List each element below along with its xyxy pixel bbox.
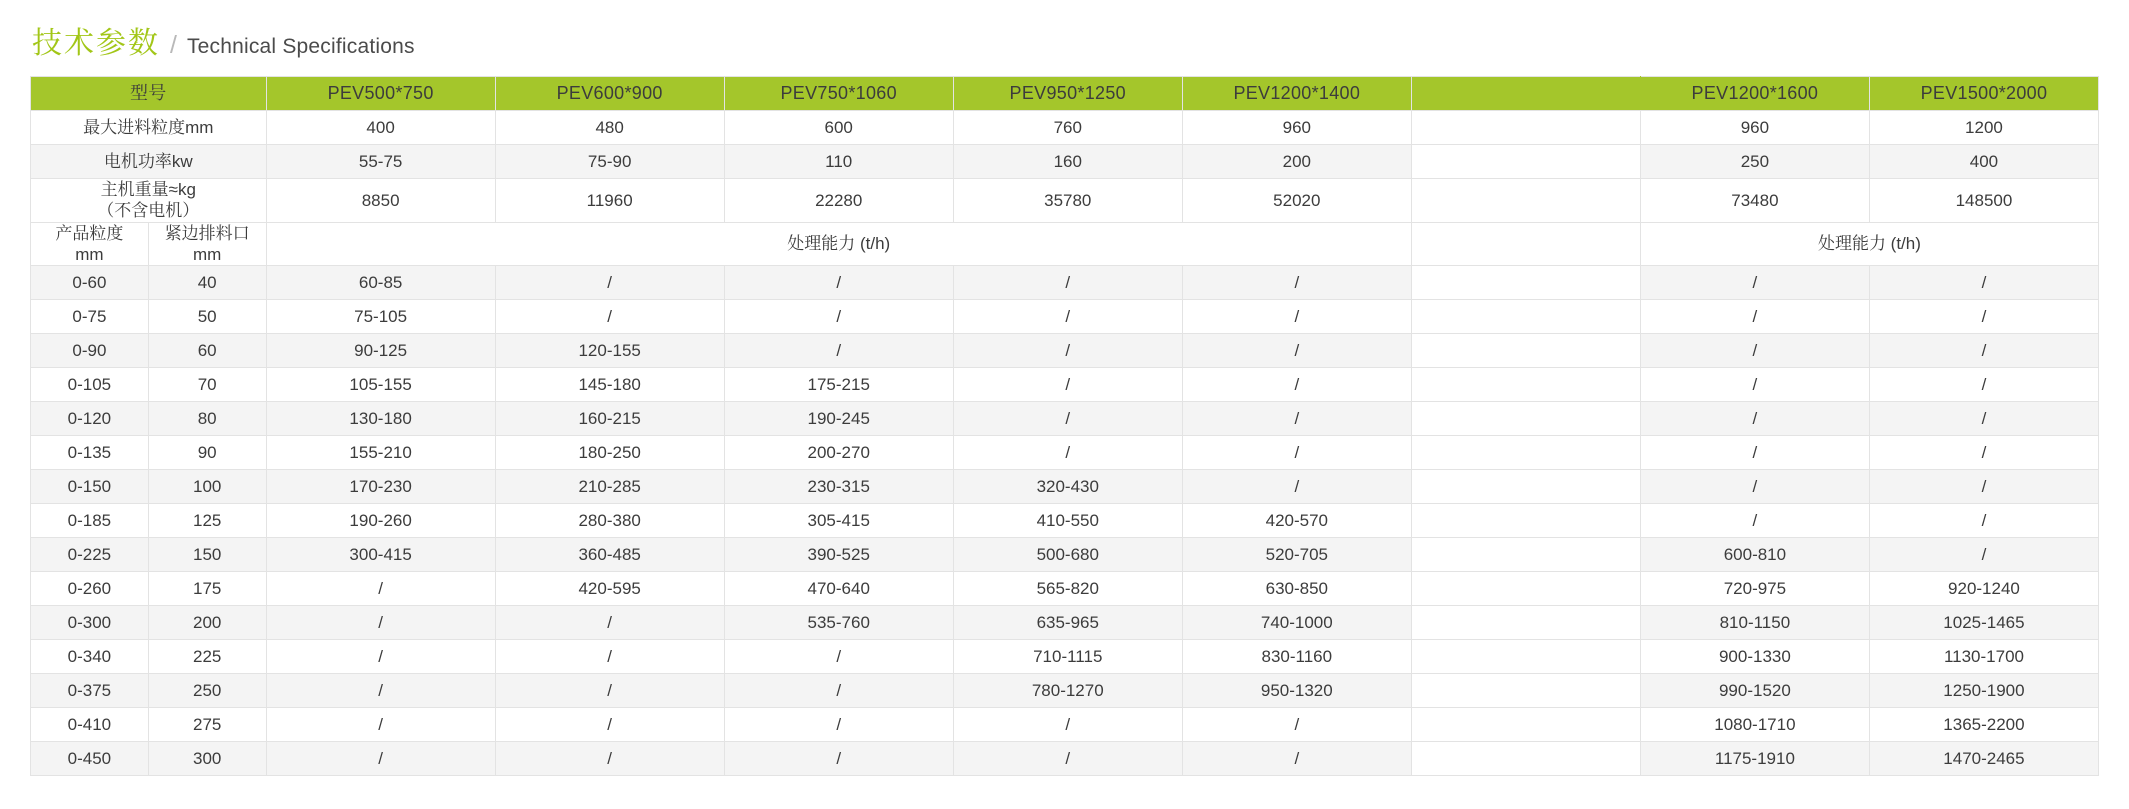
cell-spacer [1411,300,1640,334]
technical-specifications-table [30,76,2099,776]
cell-value: 90-125 [266,334,495,368]
cell-value: 190-245 [724,402,953,436]
cell-product-size: 0-75 [31,300,149,334]
cell-value: / [266,640,495,674]
cell-value: / [1640,266,1869,300]
cell-value: 830-1160 [1182,640,1411,674]
cell-product-size: 0-60 [31,266,149,300]
cell-spacer [1411,222,1640,266]
cell-value: 1200 [1869,111,2098,145]
table-row [31,368,2099,402]
page-title-en: Technical Specifications [186,35,415,58]
cell-value: 105-155 [266,368,495,402]
cell-value: / [953,402,1182,436]
table-row [31,504,2099,538]
cell-product-size: 0-450 [31,742,149,776]
cell-value: 8850 [266,179,495,223]
cell-value: 110 [724,145,953,179]
cell-spacer [1411,470,1640,504]
cell-spacer [1411,368,1640,402]
table-row-capacity-header [31,222,2099,266]
cell-value: 73480 [1640,179,1869,223]
cell-discharge-setting: 250 [148,674,266,708]
cell-value: 300-415 [266,538,495,572]
cell-value: / [1869,402,2098,436]
cell-spacer [1411,266,1640,300]
page-title [30,0,2099,76]
cell-value: 960 [1640,111,1869,145]
cell-value: / [1640,504,1869,538]
column-header-capacity-right: 处理能力 (t/h) [1640,222,2098,266]
cell-value: 600 [724,111,953,145]
cell-value: 11960 [495,179,724,223]
cell-value: 470-640 [724,572,953,606]
cell-value: / [724,708,953,742]
cell-value: 535-760 [724,606,953,640]
cell-discharge-setting: 90 [148,436,266,470]
cell-value: 210-285 [495,470,724,504]
cell-value: / [1869,334,2098,368]
cell-value: 520-705 [1182,538,1411,572]
cell-value: 1175-1910 [1640,742,1869,776]
cell-discharge-setting: 300 [148,742,266,776]
table-row [31,402,2099,436]
column-header-model: 型号 [31,77,267,111]
cell-value: 1250-1900 [1869,674,2098,708]
cell-value: 145-180 [495,368,724,402]
cell-value: / [953,742,1182,776]
row-label-max-feed-size: 最大进料粒度mm [31,111,267,145]
cell-value: 1025-1465 [1869,606,2098,640]
cell-discharge-setting: 60 [148,334,266,368]
cell-value: 400 [266,111,495,145]
cell-product-size: 0-120 [31,402,149,436]
cell-discharge-setting: 275 [148,708,266,742]
cell-discharge-setting: 200 [148,606,266,640]
cell-spacer [1411,402,1640,436]
cell-discharge-setting: 150 [148,538,266,572]
column-header-pev1200-1600: PEV1200*1600 [1640,77,1869,111]
cell-value: / [1182,436,1411,470]
cell-value: / [1640,402,1869,436]
cell-spacer [1411,538,1640,572]
product-size-line2: mm [75,244,104,264]
cell-value: 160 [953,145,1182,179]
cell-value: / [953,708,1182,742]
cell-value: / [724,334,953,368]
cell-value: 55-75 [266,145,495,179]
cell-spacer [1411,179,1640,223]
cell-value: 180-250 [495,436,724,470]
table-row [31,708,2099,742]
cell-value: 565-820 [953,572,1182,606]
cell-value: 990-1520 [1640,674,1869,708]
cell-value: 780-1270 [953,674,1182,708]
cell-value: 720-975 [1640,572,1869,606]
cell-value: 75-90 [495,145,724,179]
cell-value: / [724,640,953,674]
page-title-cn: 技术参数 [32,27,160,60]
cell-value: / [953,436,1182,470]
cell-value: / [1182,266,1411,300]
cell-discharge-setting: 175 [148,572,266,606]
cell-product-size: 0-300 [31,606,149,640]
cell-value: 600-810 [1640,538,1869,572]
cell-value: 320-430 [953,470,1182,504]
discharge-setting-line2: mm [193,244,222,264]
table-row-motor-power [31,145,2099,179]
cell-product-size: 0-105 [31,368,149,402]
cell-value: 190-260 [266,504,495,538]
cell-value: 900-1330 [1640,640,1869,674]
cell-spacer [1411,111,1640,145]
table-row-machine-weight [31,179,2099,223]
cell-value: / [266,606,495,640]
cell-value: / [1640,436,1869,470]
cell-value: / [266,572,495,606]
row-label-motor-power: 电机功率kw [31,145,267,179]
cell-value: 920-1240 [1869,572,2098,606]
table-row-max-feed-size [31,111,2099,145]
cell-discharge-setting: 50 [148,300,266,334]
cell-value: / [1182,470,1411,504]
table-row [31,606,2099,640]
cell-value: / [1182,368,1411,402]
cell-value: / [1640,368,1869,402]
cell-spacer [1411,606,1640,640]
row-label-machine-weight-line2: （不含电机） [97,201,200,221]
table-row [31,300,2099,334]
cell-value: 305-415 [724,504,953,538]
cell-product-size: 0-90 [31,334,149,368]
cell-value: 160-215 [495,402,724,436]
cell-value: 1470-2465 [1869,742,2098,776]
column-header-capacity-left: 处理能力 (t/h) [266,222,1411,266]
cell-value: / [724,300,953,334]
cell-value: 740-1000 [1182,606,1411,640]
column-header-discharge-setting [148,222,266,266]
cell-value: / [724,266,953,300]
cell-value: 200-270 [724,436,953,470]
table-row [31,436,2099,470]
table-body [31,111,2099,776]
cell-value: 155-210 [266,436,495,470]
cell-product-size: 0-260 [31,572,149,606]
cell-value: 120-155 [495,334,724,368]
cell-product-size: 0-150 [31,470,149,504]
cell-value: / [953,368,1182,402]
cell-product-size: 0-375 [31,674,149,708]
column-header-pev950-1250: PEV950*1250 [953,77,1182,111]
cell-value: / [495,674,724,708]
cell-value: 635-965 [953,606,1182,640]
cell-value: / [266,742,495,776]
table-row [31,334,2099,368]
cell-value: / [1182,334,1411,368]
cell-value: / [1869,504,2098,538]
table-row [31,640,2099,674]
cell-value: 760 [953,111,1182,145]
table-row [31,538,2099,572]
cell-value: / [266,708,495,742]
column-header-pev500-750: PEV500*750 [266,77,495,111]
table-row [31,470,2099,504]
cell-value: 950-1320 [1182,674,1411,708]
cell-value: 75-105 [266,300,495,334]
cell-value: / [1182,742,1411,776]
cell-spacer [1411,436,1640,470]
cell-discharge-setting: 80 [148,402,266,436]
cell-value: 130-180 [266,402,495,436]
cell-value: 410-550 [953,504,1182,538]
cell-product-size: 0-185 [31,504,149,538]
cell-product-size: 0-340 [31,640,149,674]
cell-discharge-setting: 100 [148,470,266,504]
cell-value: 1080-1710 [1640,708,1869,742]
cell-value: / [266,674,495,708]
cell-value: 175-215 [724,368,953,402]
cell-value: 480 [495,111,724,145]
cell-value: 500-680 [953,538,1182,572]
cell-value: / [495,606,724,640]
cell-value: / [1640,334,1869,368]
cell-value: 170-230 [266,470,495,504]
cell-product-size: 0-410 [31,708,149,742]
cell-value: / [1182,708,1411,742]
cell-value: / [495,266,724,300]
cell-value: 60-85 [266,266,495,300]
row-label-machine-weight-line1: 主机重量≈kg [100,180,196,199]
cell-value: 1365-2200 [1869,708,2098,742]
cell-value: / [1640,470,1869,504]
cell-value: / [495,742,724,776]
cell-value: 420-595 [495,572,724,606]
cell-value: 400 [1869,145,2098,179]
cell-spacer [1411,145,1640,179]
cell-value: 420-570 [1182,504,1411,538]
cell-value: 35780 [953,179,1182,223]
cell-value: 22280 [724,179,953,223]
cell-value: 200 [1182,145,1411,179]
table-head [31,77,2099,111]
cell-value: 230-315 [724,470,953,504]
table-row [31,742,2099,776]
cell-value: / [953,266,1182,300]
cell-value: / [1869,470,2098,504]
cell-discharge-setting: 225 [148,640,266,674]
row-label-machine-weight [31,179,267,223]
cell-value: / [1182,402,1411,436]
cell-spacer [1411,504,1640,538]
cell-value: 710-1115 [953,640,1182,674]
cell-discharge-setting: 40 [148,266,266,300]
cell-value: 52020 [1182,179,1411,223]
cell-value: 360-485 [495,538,724,572]
column-header-pev600-900: PEV600*900 [495,77,724,111]
cell-value: 960 [1182,111,1411,145]
cell-value: / [495,640,724,674]
cell-value: / [495,708,724,742]
cell-value: / [1640,300,1869,334]
discharge-setting-line1: 紧边排料口 [164,223,250,243]
cell-spacer [1411,708,1640,742]
cell-value: 280-380 [495,504,724,538]
cell-spacer [1411,640,1640,674]
column-header-product-size [31,222,149,266]
table-row [31,674,2099,708]
cell-value: / [1182,300,1411,334]
cell-value: / [1869,266,2098,300]
cell-value: / [724,742,953,776]
cell-value: 630-850 [1182,572,1411,606]
cell-value: / [1869,368,2098,402]
cell-discharge-setting: 70 [148,368,266,402]
cell-spacer [1411,334,1640,368]
cell-spacer [1411,742,1640,776]
cell-spacer [1411,674,1640,708]
cell-value: / [724,674,953,708]
column-header-pev750-1060: PEV750*1060 [724,77,953,111]
column-header-spacer [1411,77,1640,111]
cell-value: 250 [1640,145,1869,179]
title-separator: / [170,31,177,59]
table-row [31,572,2099,606]
cell-value: 148500 [1869,179,2098,223]
cell-value: / [953,300,1182,334]
table-row [31,266,2099,300]
cell-value: / [1869,300,2098,334]
cell-product-size: 0-225 [31,538,149,572]
cell-spacer [1411,572,1640,606]
cell-value: / [495,300,724,334]
table-header-row [31,77,2099,111]
cell-product-size: 0-135 [31,436,149,470]
cell-value: 390-525 [724,538,953,572]
cell-value: 1130-1700 [1869,640,2098,674]
cell-discharge-setting: 125 [148,504,266,538]
cell-value: / [1869,538,2098,572]
column-header-pev1200-1400: PEV1200*1400 [1182,77,1411,111]
column-header-pev1500-2000: PEV1500*2000 [1869,77,2098,111]
cell-value: / [1869,436,2098,470]
product-size-line1: 产品粒度 [55,223,124,243]
cell-value: 810-1150 [1640,606,1869,640]
cell-value: / [953,334,1182,368]
